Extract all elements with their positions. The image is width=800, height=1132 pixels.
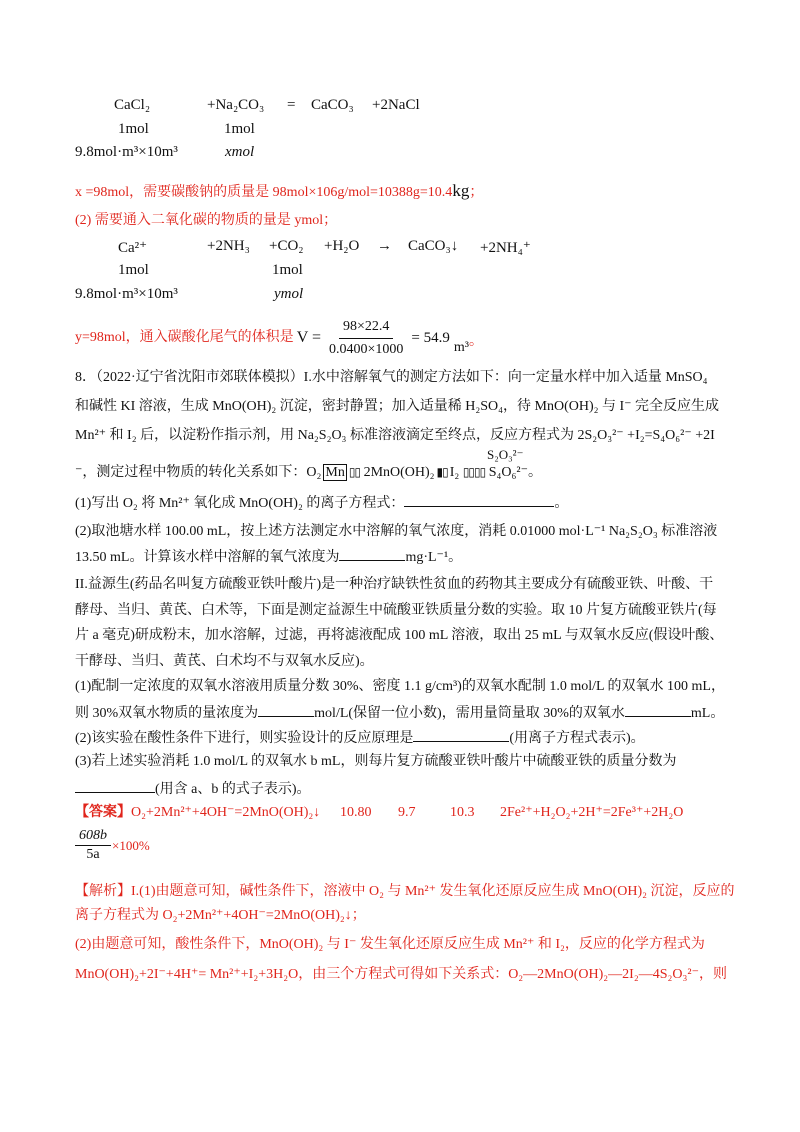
answer-y-result: = 54.9	[411, 330, 450, 346]
eq2-term: →	[377, 238, 392, 254]
answer-blank[interactable]	[413, 727, 509, 742]
answer-y-text: y=98mol，通入碳酸化尾气的体积是	[75, 330, 294, 345]
ii-q1-line2	[75, 702, 724, 724]
q8-line4-a: ⁻，测定过程中物质的转化关系如下：O₂	[75, 465, 322, 480]
eq1-term: +2NaCl	[372, 97, 420, 113]
answer-blank[interactable]	[339, 546, 405, 561]
fraction-numerator: 608b	[75, 828, 111, 846]
answer-blank[interactable]	[258, 702, 314, 717]
q8-line3: Mn²⁺ 和 I₂ 后，以淀粉作指示剂，用 Na₂S₂O₃ 标准溶液滴定至终点，反应方程式为 2S₂O₃²⁻ +I₂=S₄O₆²⁻ +2I	[75, 428, 715, 443]
eq1-term: =	[287, 97, 296, 113]
eq2-row2	[118, 262, 378, 284]
q8-q1-end: 。	[554, 496, 569, 511]
q8-line2: 和碱性 KI 溶液，生成 MnO(OH)₂ 沉淀，密封静置；加入适量稀 H₂SO₄，待 MnO(OH)₂ 与 I⁻ 完全反应生成	[75, 399, 720, 414]
ii-line1: II.益源生(药品名叫复方硫酸亚铁叶酸片)是一种治疗缺铁性贫血的药物其主要成分有硫酸亚铁、叶酸、干	[75, 577, 714, 592]
eq1-row3	[75, 144, 335, 166]
q8-line4	[75, 462, 542, 483]
eq2-term: +2NH₄⁺	[480, 240, 531, 256]
fraction-denominator: 5a	[86, 847, 100, 862]
ii-q3-line1: (3)若上述实验消耗 1.0 mol/L 的双氧水 b mL，则每片复方硫酸亚铁叶酸片中硫酸亚铁的质量分数为	[75, 754, 677, 769]
answer-x-unit: kg	[452, 181, 470, 200]
answer-fraction-row	[75, 828, 150, 863]
answer-item: 2Fe²⁺+H₂O₂+2H⁺=2Fe³⁺+2H₂O	[500, 805, 684, 820]
eq1-row2	[118, 121, 318, 143]
eq2-row1	[118, 238, 558, 260]
q8-q1	[75, 492, 568, 514]
ii-q1-line2-a: 则 30%双氧水物质的量浓度为	[75, 706, 259, 721]
answer-item: 10.80	[340, 805, 372, 820]
answer-x-end: ；	[469, 185, 484, 200]
analysis-line4: MnO(OH)₂+2I⁻+4H⁺= Mn²⁺+I₂+3H₂O，由三个方程式可得如下关系式：O₂—2MnO(OH)₂—2I₂—4S₂O₃²⁻，则	[75, 967, 727, 982]
answer-fraction	[75, 828, 111, 863]
answer-item: 9.7	[398, 805, 416, 820]
answer-label: 【答案】	[75, 805, 131, 820]
q8-line4-d: I₂	[449, 465, 460, 480]
q8-line4-c: 2MnO(OH)₂	[363, 465, 435, 480]
q8-line4-b: Mn	[325, 465, 345, 480]
q8-q1-text: (1)写出 O₂ 将 Mn²⁺ 氧化成 MnO(OH)₂ 的离子方程式：	[75, 496, 405, 511]
ii-q3-line2	[75, 778, 311, 800]
answer-item: 10.3	[450, 805, 475, 820]
eq1-term: CaCl₂	[114, 97, 151, 113]
eq2-term: +2NH₃	[207, 238, 250, 254]
answer-y-fraction	[325, 317, 407, 360]
arrow-glyph-icon: ▯▯▯▯	[462, 465, 486, 479]
eq1-term: 9.8mol·m³×10m³	[75, 144, 178, 160]
eq2-term: +CO₂	[269, 238, 304, 254]
answer-blank[interactable]	[404, 492, 554, 507]
ii-q1-line2-c: mL。	[690, 706, 725, 721]
ii-line2: 酵母、当归、黄芪、白术等，下面是测定益源生中硫酸亚铁质量分数的实验。取 10 片复方硫酸亚铁片(每	[75, 603, 717, 618]
answer-item: O₂+2Mn²⁺+4OH⁻=2MnO(OH)₂↓	[131, 805, 321, 820]
ii-q2-b: (用离子方程式表示)。	[509, 731, 645, 746]
eq2-row3	[75, 286, 375, 308]
q8-q2-line1: (2)取池塘水样 100.00 mL，按上述方法测定水中溶解的氧气浓度，消耗 0.01000 mol·L⁻¹ Na₂S₂O₃ 标准溶液	[75, 524, 718, 539]
eq2-term: 9.8mol·m³×10m³	[75, 286, 178, 302]
answer-blank[interactable]	[625, 702, 691, 717]
eq1-row1	[114, 97, 454, 119]
eq1-term: 1mol	[224, 121, 255, 137]
q8-line1: 8．（2022·辽宁省沈阳市郊联体模拟）I.水中溶解氧气的测定方法如下：向一定量水样中加入适量 MnSO₄	[75, 370, 708, 385]
eq2-term: Ca²⁺	[118, 240, 148, 256]
q8-q2-line2	[75, 546, 462, 568]
analysis-line2: 离子方程式为 O₂+2Mn²⁺+4OH⁻=2MnO(OH)₂↓；	[75, 908, 366, 923]
eq2-term: +H₂O	[324, 238, 360, 254]
eq2-term: 1mol	[272, 262, 303, 278]
arrow-glyph-icon: ▯▯	[348, 465, 361, 479]
q8-line4-over: S₂O₃²⁻	[487, 447, 524, 462]
eq2-term: CaCO₃↓	[408, 238, 459, 254]
answer-blank[interactable]	[75, 778, 155, 793]
ii-q1-line2-b: mol/L(保留一位小数)，需用量筒量取 30%的双氧水	[314, 706, 625, 721]
answer-y-unit: m³	[453, 340, 469, 355]
answer-line	[75, 803, 775, 823]
answer-fraction-tail: ×100%	[112, 837, 150, 853]
answer-x-text: x =98mol，需要碳酸钠的质量是 98mol×106g/mol=10388g=10.4	[75, 185, 453, 200]
ii-line3: 片 a 毫克)研成粉末，加水溶解，过滤，再将滤液配成 100 mL 溶液，取出 25 mL 与双氧水反应(假设叶酸、	[75, 628, 724, 643]
q8-q2-end: mg·L⁻¹。	[405, 550, 463, 565]
fraction-numerator: 98×22.4	[339, 317, 393, 339]
ii-q3-line2-text: (用含 a、b 的式子表示)。	[155, 782, 311, 797]
answer-y-v: V =	[296, 329, 321, 346]
q8-q2-line2-text: 13.50 mL。计算该水样中溶解的氧气浓度为	[75, 550, 340, 565]
answer-y-end: 。	[468, 334, 483, 349]
answer-x	[75, 181, 483, 203]
eq1-term: CaCO₃	[311, 97, 354, 113]
arrow-glyph-icon: ▮▯	[434, 465, 450, 479]
eq1-term: 1mol	[118, 121, 149, 137]
analysis-line3: (2)由题意可知，酸性条件下，MnO(OH)₂ 与 I⁻ 发生氧化还原反应生成 Mn²⁺ 和 I₂，反应的化学方程式为	[75, 937, 705, 952]
answer-y	[75, 318, 483, 358]
part2-intro: (2) 需要通入二氧化碳的物质的量是 ymol；	[75, 213, 338, 228]
ii-q1-line1: (1)配制一定浓度的双氧水溶液用质量分数 30%、密度 1.1 g/cm³)的双氧水配制 1.0 mol/L 的双氧水 100 mL，	[75, 679, 725, 694]
eq2-term: 1mol	[118, 262, 149, 278]
ii-q2	[75, 727, 645, 749]
fraction-denominator: 0.0400×1000	[328, 341, 404, 357]
analysis-line1: 【解析】I.(1)由题意可知，碱性条件下，溶液中 O₂ 与 Mn²⁺ 发生氧化还原反应生成 MnO(OH)₂ 沉淀，反应的	[75, 884, 735, 899]
ii-q2-a: (2)该实验在酸性条件下进行，则实验设计的反应原理是	[75, 731, 414, 746]
eq1-term: +Na₂CO₃	[207, 97, 265, 113]
ii-line4: 干酵母、当归、黄芪、白术均不与双氧水反应)。	[75, 654, 374, 669]
eq2-term: ymol	[274, 286, 304, 302]
eq1-term: xmol	[225, 144, 255, 160]
q8-line4-e: S₄O₆²⁻。	[488, 465, 542, 480]
